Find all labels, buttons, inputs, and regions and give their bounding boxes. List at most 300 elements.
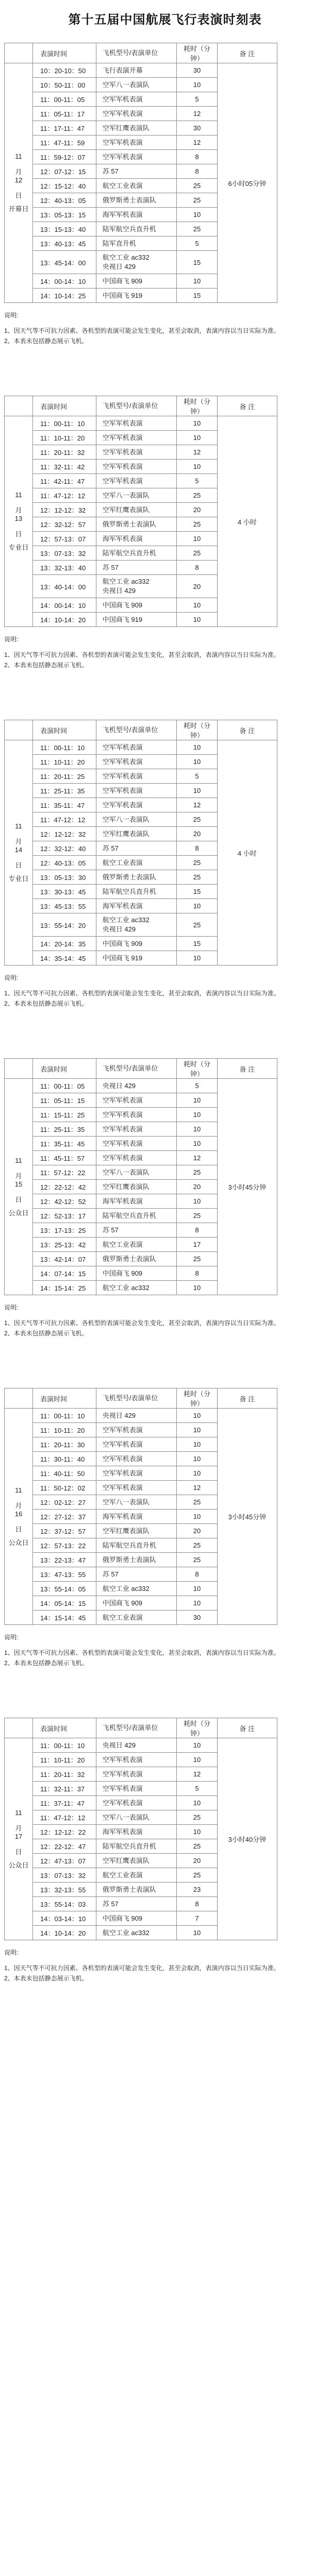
time-cell: 11：20-11：32: [33, 445, 96, 460]
unit-cell: 中国商飞 919: [96, 289, 177, 303]
unit-cell: 空军八一表演队: [96, 488, 177, 503]
unit-cell: 空军军机表演: [96, 1122, 177, 1137]
time-cell: 11：47-12：12: [33, 1810, 96, 1825]
unit-cell: 俄罗斯勇士表演队: [96, 870, 177, 885]
duration-cell: 25: [177, 1553, 217, 1567]
unit-cell: 中国商飞 909: [96, 274, 177, 289]
duration-cell: 25: [177, 488, 217, 503]
unit-cell: 俄罗斯勇士表演队: [96, 1883, 177, 1897]
time-cell: 11：47-12：12: [33, 812, 96, 827]
day-type-label: 专业日: [8, 875, 29, 883]
duration-cell: 10: [177, 1510, 217, 1524]
unit-cell: 空军八一表演队: [96, 1165, 177, 1180]
time-cell: 11：32-11：42: [33, 460, 96, 474]
day-label: 日: [15, 1525, 22, 1533]
unit-cell: 苏 57: [96, 1897, 177, 1911]
time-cell: 13：55-14：20: [33, 913, 96, 937]
duration-cell: 25: [177, 1868, 217, 1883]
time-cell: 14：20-14：35: [33, 937, 96, 951]
header-unit: 飞机型号/表演单位: [96, 1718, 177, 1738]
date-cell: [5, 1409, 33, 1625]
time-cell: 14：07-14：15: [33, 1266, 96, 1281]
note-cell: 6小时05分钟: [217, 63, 277, 303]
time-cell: 11：45-11：57: [33, 1151, 96, 1165]
unit-cell: 空军八一表演队: [96, 1810, 177, 1825]
unit-cell: 陆军航空兵直升机: [96, 1209, 177, 1223]
duration-cell: 20: [177, 503, 217, 517]
duration-cell: 10: [177, 1108, 217, 1122]
duration-cell: 10: [177, 1281, 217, 1295]
time-cell: 12：15-12：40: [33, 179, 96, 193]
note-cell: 3小时40分钟: [217, 1738, 277, 1940]
duration-cell: 10: [177, 532, 217, 546]
unit-cell: 空军八一表演队: [96, 78, 177, 92]
month-value: 11: [15, 1808, 22, 1817]
schedule-table: [4, 1388, 277, 1625]
unit-cell: 空军八一表演队: [96, 1495, 177, 1510]
day-type-label: 公众日: [8, 1209, 29, 1217]
notes-heading: 说明:: [4, 312, 19, 319]
unit-cell: 空军红鹰表演队: [96, 1524, 177, 1538]
duration-cell: 10: [177, 613, 217, 627]
month-label: 月: [15, 168, 22, 176]
header-duration: 耗时（分钟）: [177, 1059, 217, 1079]
time-cell: 14：15-14：25: [33, 1281, 96, 1295]
month-value: 11: [15, 822, 22, 830]
duration-cell: 10: [177, 899, 217, 913]
time-cell: 13：25-13：42: [33, 1238, 96, 1252]
time-cell: 13：32-13：40: [33, 561, 96, 575]
unit-cell: 空军红鹰表演队: [96, 827, 177, 841]
unit-cell: 空军军机表演: [96, 445, 177, 460]
unit-cell: 空军红鹰表演队: [96, 1180, 177, 1194]
time-cell: 11：00-11：10: [33, 416, 96, 431]
header-time: 表演时间: [33, 396, 96, 416]
time-cell: 11：00-11：10: [33, 740, 96, 755]
day-label: 日: [15, 530, 22, 538]
unit-cell: 航空工业表演: [96, 856, 177, 870]
unit-cell: 陆军航空兵直升机: [96, 1839, 177, 1854]
time-cell: 13：55-14：05: [33, 1582, 96, 1596]
notes-line-2: 2、本表未包括静态展示飞机。: [4, 337, 88, 345]
day-type-label: 开幕日: [8, 205, 29, 213]
unit-cell: 空军军机表演: [96, 798, 177, 812]
time-cell: 11：00-11：10: [33, 1738, 96, 1753]
header-time: 表演时间: [33, 1388, 96, 1409]
duration-cell: 10: [177, 1466, 217, 1481]
table-row: [5, 1079, 277, 1093]
header-time: 表演时间: [33, 43, 96, 63]
unit-cell: 航空工业表演: [96, 1868, 177, 1883]
unit-cell: 空军军机表演: [96, 1782, 177, 1796]
time-cell: 11：47-12：12: [33, 488, 96, 503]
unit-cell: 空军军机表演: [96, 150, 177, 164]
unit-cell: 航空工业 ac332: [96, 1582, 177, 1596]
duration-cell: 10: [177, 784, 217, 798]
schedule-table: [4, 43, 277, 303]
duration-cell: 20: [177, 1180, 217, 1194]
date-cell: [5, 63, 33, 303]
time-cell: 11：00-11：10: [33, 1409, 96, 1423]
unit-cell: 苏 57: [96, 1567, 177, 1582]
notes-line-1: 1、因天气等不可抗力因素、各机型的表演可能会发生变化，甚至会取消，表演内容以当日实际为准。: [4, 651, 280, 658]
notes-line-2: 2、本表未包括静态展示飞机。: [4, 1975, 88, 1982]
notes-block: [4, 634, 314, 670]
unit-cell: 俄罗斯勇士表演队: [96, 517, 177, 532]
unit-cell: 空军军机表演: [96, 431, 177, 445]
duration-cell: 8: [177, 1567, 217, 1582]
time-cell: 11：57-12：22: [33, 1165, 96, 1180]
notes-heading: 说明:: [4, 1634, 19, 1641]
time-cell: 11：10-11：20: [33, 1753, 96, 1767]
header-row: [5, 1059, 277, 1079]
unit-cell: 中国商飞 919: [96, 613, 177, 627]
unit-cell: 空军军机表演: [96, 1437, 177, 1452]
time-cell: 13：42-14：07: [33, 1252, 96, 1266]
month-value: 11: [15, 491, 22, 499]
header-date-blank: [5, 1059, 33, 1079]
unit-cell: 苏 57: [96, 841, 177, 856]
time-cell: 12：12-12：22: [33, 1825, 96, 1839]
unit-cell: 航空工业 ac332 央视日 429: [96, 575, 177, 598]
duration-cell: 5: [177, 474, 217, 488]
unit-cell: 空军军机表演: [96, 1093, 177, 1108]
unit-cell: 空军军机表演: [96, 107, 177, 121]
time-cell: 12：07-12：15: [33, 164, 96, 179]
time-cell: 11：17-11：47: [33, 121, 96, 135]
duration-cell: 10: [177, 416, 217, 431]
month-label: 月: [15, 1824, 22, 1832]
duration-cell: 25: [177, 1839, 217, 1854]
unit-cell: 空军军机表演: [96, 92, 177, 107]
date-cell: [5, 1738, 33, 1940]
time-cell: 11：25-11：35: [33, 1122, 96, 1137]
time-cell: 12：12-12：32: [33, 827, 96, 841]
time-cell: 13：15-13：40: [33, 222, 96, 236]
duration-cell: 8: [177, 1266, 217, 1281]
unit-cell: 航空工业 ac332: [96, 1926, 177, 1940]
unit-cell: 海军军机表演: [96, 532, 177, 546]
month-label: 月: [15, 1501, 22, 1510]
duration-cell: 25: [177, 1810, 217, 1825]
header-date-blank: [5, 1718, 33, 1738]
time-cell: 13：40-14：00: [33, 575, 96, 598]
unit-cell: 空军红鹰表演队: [96, 503, 177, 517]
month-label: 月: [15, 1172, 22, 1180]
duration-cell: 25: [177, 1165, 217, 1180]
day-label: 日: [15, 1848, 22, 1856]
duration-cell: 10: [177, 460, 217, 474]
duration-cell: 25: [177, 856, 217, 870]
duration-cell: 20: [177, 575, 217, 598]
header-note: 备 注: [217, 1388, 277, 1409]
day-type-label: 公众日: [8, 1861, 29, 1869]
duration-cell: 8: [177, 164, 217, 179]
header-row: [5, 43, 277, 63]
time-cell: 13：30-13：45: [33, 885, 96, 899]
duration-cell: 5: [177, 92, 217, 107]
note-cell: 4 小时: [217, 740, 277, 965]
time-cell: 11：32-11：37: [33, 1782, 96, 1796]
unit-cell: 中国商飞 909: [96, 598, 177, 613]
header-unit: 飞机型号/表演单位: [96, 1059, 177, 1079]
duration-cell: 25: [177, 546, 217, 561]
time-cell: 11：10-11：20: [33, 1423, 96, 1437]
duration-cell: 25: [177, 193, 217, 208]
time-cell: 11：50-12：02: [33, 1481, 96, 1495]
month-value: 11: [15, 1486, 22, 1494]
header-note: 备 注: [217, 720, 277, 740]
time-cell: 12：42-12：52: [33, 1194, 96, 1209]
unit-cell: 中国商飞 919: [96, 951, 177, 965]
duration-cell: 12: [177, 1481, 217, 1495]
time-cell: 11：05-11：17: [33, 107, 96, 121]
unit-cell: 中国商飞 909: [96, 1911, 177, 1926]
notes-line-2: 2、本表未包括静态展示飞机。: [4, 1330, 88, 1337]
schedule-table: [4, 1718, 277, 1940]
duration-cell: 10: [177, 598, 217, 613]
time-cell: 12：22-12：47: [33, 1839, 96, 1854]
duration-cell: 10: [177, 1582, 217, 1596]
unit-cell: 陆军直升机: [96, 236, 177, 251]
unit-cell: 空军红鹰表演队: [96, 121, 177, 135]
header-unit: 飞机型号/表演单位: [96, 43, 177, 63]
duration-cell: 12: [177, 1151, 217, 1165]
duration-cell: 25: [177, 812, 217, 827]
time-cell: 12：02-12：27: [33, 1495, 96, 1510]
duration-cell: 10: [177, 1738, 217, 1753]
day-value: 16: [14, 1510, 23, 1518]
header-time: 表演时间: [33, 1059, 96, 1079]
header-note: 备 注: [217, 396, 277, 416]
unit-cell: 空军军机表演: [96, 755, 177, 769]
time-cell: 11：15-11：25: [33, 1108, 96, 1122]
note-cell: 3小时45分钟: [217, 1079, 277, 1295]
time-cell: 11：20-11：30: [33, 1437, 96, 1452]
time-cell: 10：20-10：50: [33, 63, 96, 78]
unit-cell: 海军军机表演: [96, 1510, 177, 1524]
month-label: 月: [15, 838, 22, 845]
duration-cell: 10: [177, 78, 217, 92]
duration-cell: 7: [177, 1911, 217, 1926]
duration-cell: 10: [177, 755, 217, 769]
duration-cell: 10: [177, 1596, 217, 1611]
unit-cell: 央视日 429: [96, 1409, 177, 1423]
duration-cell: 25: [177, 870, 217, 885]
header-time: 表演时间: [33, 1718, 96, 1738]
notes-heading: 说明:: [4, 636, 19, 643]
table-row: [5, 1738, 277, 1753]
notes-heading: 说明:: [4, 974, 19, 981]
unit-cell: 海军军机表演: [96, 899, 177, 913]
duration-cell: 5: [177, 236, 217, 251]
duration-cell: 10: [177, 1093, 217, 1108]
unit-cell: 航空工业 ac332 央视日 429: [96, 913, 177, 937]
date-cell: [5, 740, 33, 965]
header-date-blank: [5, 720, 33, 740]
time-cell: 12：52-13：17: [33, 1209, 96, 1223]
time-cell: 11：30-11：40: [33, 1452, 96, 1466]
header-row: [5, 1388, 277, 1409]
notes-block: [4, 1632, 314, 1668]
unit-cell: 空军军机表演: [96, 1753, 177, 1767]
time-cell: 11：35-11：47: [33, 798, 96, 812]
duration-cell: 10: [177, 274, 217, 289]
duration-cell: 25: [177, 913, 217, 937]
time-cell: 14：10-14：20: [33, 613, 96, 627]
time-cell: 12：32-12：57: [33, 517, 96, 532]
unit-cell: 中国商飞 909: [96, 1596, 177, 1611]
unit-cell: 陆军航空兵直升机: [96, 222, 177, 236]
notes-line-1: 1、因天气等不可抗力因素、各机型的表演可能会发生变化，甚至会取消，表演内容以当日实际为准。: [4, 327, 280, 334]
duration-cell: 10: [177, 1137, 217, 1151]
note-cell: 4 小时: [217, 416, 277, 627]
unit-cell: 央视日 429: [96, 1738, 177, 1753]
duration-cell: 10: [177, 1194, 217, 1209]
duration-cell: 10: [177, 1753, 217, 1767]
month-value: 11: [15, 152, 22, 160]
duration-cell: 20: [177, 827, 217, 841]
header-date-blank: [5, 1388, 33, 1409]
duration-cell: 25: [177, 1252, 217, 1266]
unit-cell: 空军军机表演: [96, 1796, 177, 1810]
day-value: 12: [14, 176, 23, 184]
time-cell: 13：05-13：30: [33, 870, 96, 885]
notes-line-1: 1、因天气等不可抗力因素、各机型的表演可能会发生变化，甚至会取消，表演内容以当日实际为准。: [4, 1649, 280, 1656]
unit-cell: 空军军机表演: [96, 1137, 177, 1151]
header-unit: 飞机型号/表演单位: [96, 1388, 177, 1409]
duration-cell: 8: [177, 561, 217, 575]
notes-line-1: 1、因天气等不可抗力因素、各机型的表演可能会发生变化，甚至会取消，表演内容以当日实际为准。: [4, 1319, 280, 1327]
schedule-table: [4, 1058, 277, 1295]
time-cell: 12：57-13：07: [33, 532, 96, 546]
time-cell: 12：47-13：07: [33, 1854, 96, 1868]
time-cell: 12：27-12：37: [33, 1510, 96, 1524]
unit-cell: 海军军机表演: [96, 208, 177, 222]
time-cell: 13：32-13：55: [33, 1883, 96, 1897]
time-cell: 13：17-13：25: [33, 1223, 96, 1238]
duration-cell: 10: [177, 1926, 217, 1940]
duration-cell: 23: [177, 1883, 217, 1897]
time-cell: 13：55-14：03: [33, 1897, 96, 1911]
duration-cell: 25: [177, 1209, 217, 1223]
unit-cell: 航空工业表演: [96, 1611, 177, 1625]
duration-cell: 15: [177, 289, 217, 303]
unit-cell: 航空工业 ac332: [96, 1281, 177, 1295]
duration-cell: 10: [177, 1122, 217, 1137]
duration-cell: 25: [177, 517, 217, 532]
unit-cell: 俄罗斯勇士表演队: [96, 1553, 177, 1567]
header-duration: 耗时（分钟）: [177, 396, 217, 416]
header-row: [5, 1718, 277, 1738]
duration-cell: 15: [177, 885, 217, 899]
time-cell: 13：07-13：32: [33, 546, 96, 561]
duration-cell: 10: [177, 208, 217, 222]
unit-cell: 空军军机表演: [96, 1423, 177, 1437]
time-cell: 14：10-14：25: [33, 289, 96, 303]
time-cell: 12：57-13：22: [33, 1538, 96, 1553]
unit-cell: 陆军航空兵直升机: [96, 885, 177, 899]
time-cell: 12：37-12：57: [33, 1524, 96, 1538]
duration-cell: 25: [177, 179, 217, 193]
unit-cell: 空军军机表演: [96, 769, 177, 784]
unit-cell: 空军军机表演: [96, 1767, 177, 1782]
time-cell: 11：20-11：32: [33, 1767, 96, 1782]
notes-block: [4, 1947, 314, 1984]
time-cell: 13：45-13：55: [33, 899, 96, 913]
unit-cell: 中国商飞 909: [96, 1266, 177, 1281]
duration-cell: 12: [177, 1767, 217, 1782]
unit-cell: 航空工业 ac332 央视日 429: [96, 251, 177, 274]
duration-cell: 20: [177, 1854, 217, 1868]
unit-cell: 俄罗斯勇士表演队: [96, 1252, 177, 1266]
duration-cell: 20: [177, 1524, 217, 1538]
time-cell: 14：00-14：10: [33, 598, 96, 613]
duration-cell: 8: [177, 1223, 217, 1238]
unit-cell: 苏 57: [96, 561, 177, 575]
time-cell: 12：32-12：40: [33, 841, 96, 856]
duration-cell: 10: [177, 1452, 217, 1466]
page-title: 第十五届中国航展飞行表演时刻表: [68, 13, 262, 27]
header-date-blank: [5, 43, 33, 63]
time-cell: 11：42-11：47: [33, 474, 96, 488]
notes-block: [4, 310, 314, 346]
unit-cell: 空军军机表演: [96, 1466, 177, 1481]
time-cell: 11：35-11：45: [33, 1137, 96, 1151]
unit-cell: 空军红鹰表演队: [96, 1854, 177, 1868]
time-cell: 11：40-11：50: [33, 1466, 96, 1481]
header-duration: 耗时（分钟）: [177, 1718, 217, 1738]
unit-cell: 中国商飞 909: [96, 937, 177, 951]
month-label: 月: [15, 506, 22, 514]
header-unit: 飞机型号/表演单位: [96, 720, 177, 740]
duration-cell: 30: [177, 1611, 217, 1625]
unit-cell: 空军军机表演: [96, 135, 177, 150]
note-cell: 3小时45分钟: [217, 1409, 277, 1625]
time-cell: 11：10-11：20: [33, 755, 96, 769]
duration-cell: 10: [177, 1437, 217, 1452]
header-duration: 耗时（分钟）: [177, 43, 217, 63]
notes-block: [4, 1302, 314, 1338]
header-date-blank: [5, 396, 33, 416]
time-cell: 14：00-14：10: [33, 274, 96, 289]
day-value: 13: [14, 515, 23, 522]
duration-cell: 10: [177, 951, 217, 965]
unit-cell: 空军军机表演: [96, 416, 177, 431]
duration-cell: 10: [177, 1825, 217, 1839]
unit-cell: 空军军机表演: [96, 1151, 177, 1165]
time-cell: 11：00-11：05: [33, 1079, 96, 1093]
time-cell: 12：12-12：32: [33, 503, 96, 517]
day-value: 17: [14, 1832, 23, 1840]
header-note: 备 注: [217, 1718, 277, 1738]
duration-cell: 10: [177, 1796, 217, 1810]
schedule-sections: [0, 43, 330, 1984]
day-section: [0, 1058, 330, 1338]
header-note: 备 注: [217, 43, 277, 63]
duration-cell: 12: [177, 135, 217, 150]
day-section: [0, 720, 330, 1009]
duration-cell: 10: [177, 431, 217, 445]
header-duration: 耗时（分钟）: [177, 1388, 217, 1409]
date-cell: [5, 1079, 33, 1295]
day-label: 日: [15, 1195, 22, 1204]
day-value: 15: [14, 1180, 23, 1188]
time-cell: 14：10-14：20: [33, 1926, 96, 1940]
unit-cell: 陆军航空兵直升机: [96, 546, 177, 561]
table-row: [5, 740, 277, 755]
duration-cell: 17: [177, 1238, 217, 1252]
